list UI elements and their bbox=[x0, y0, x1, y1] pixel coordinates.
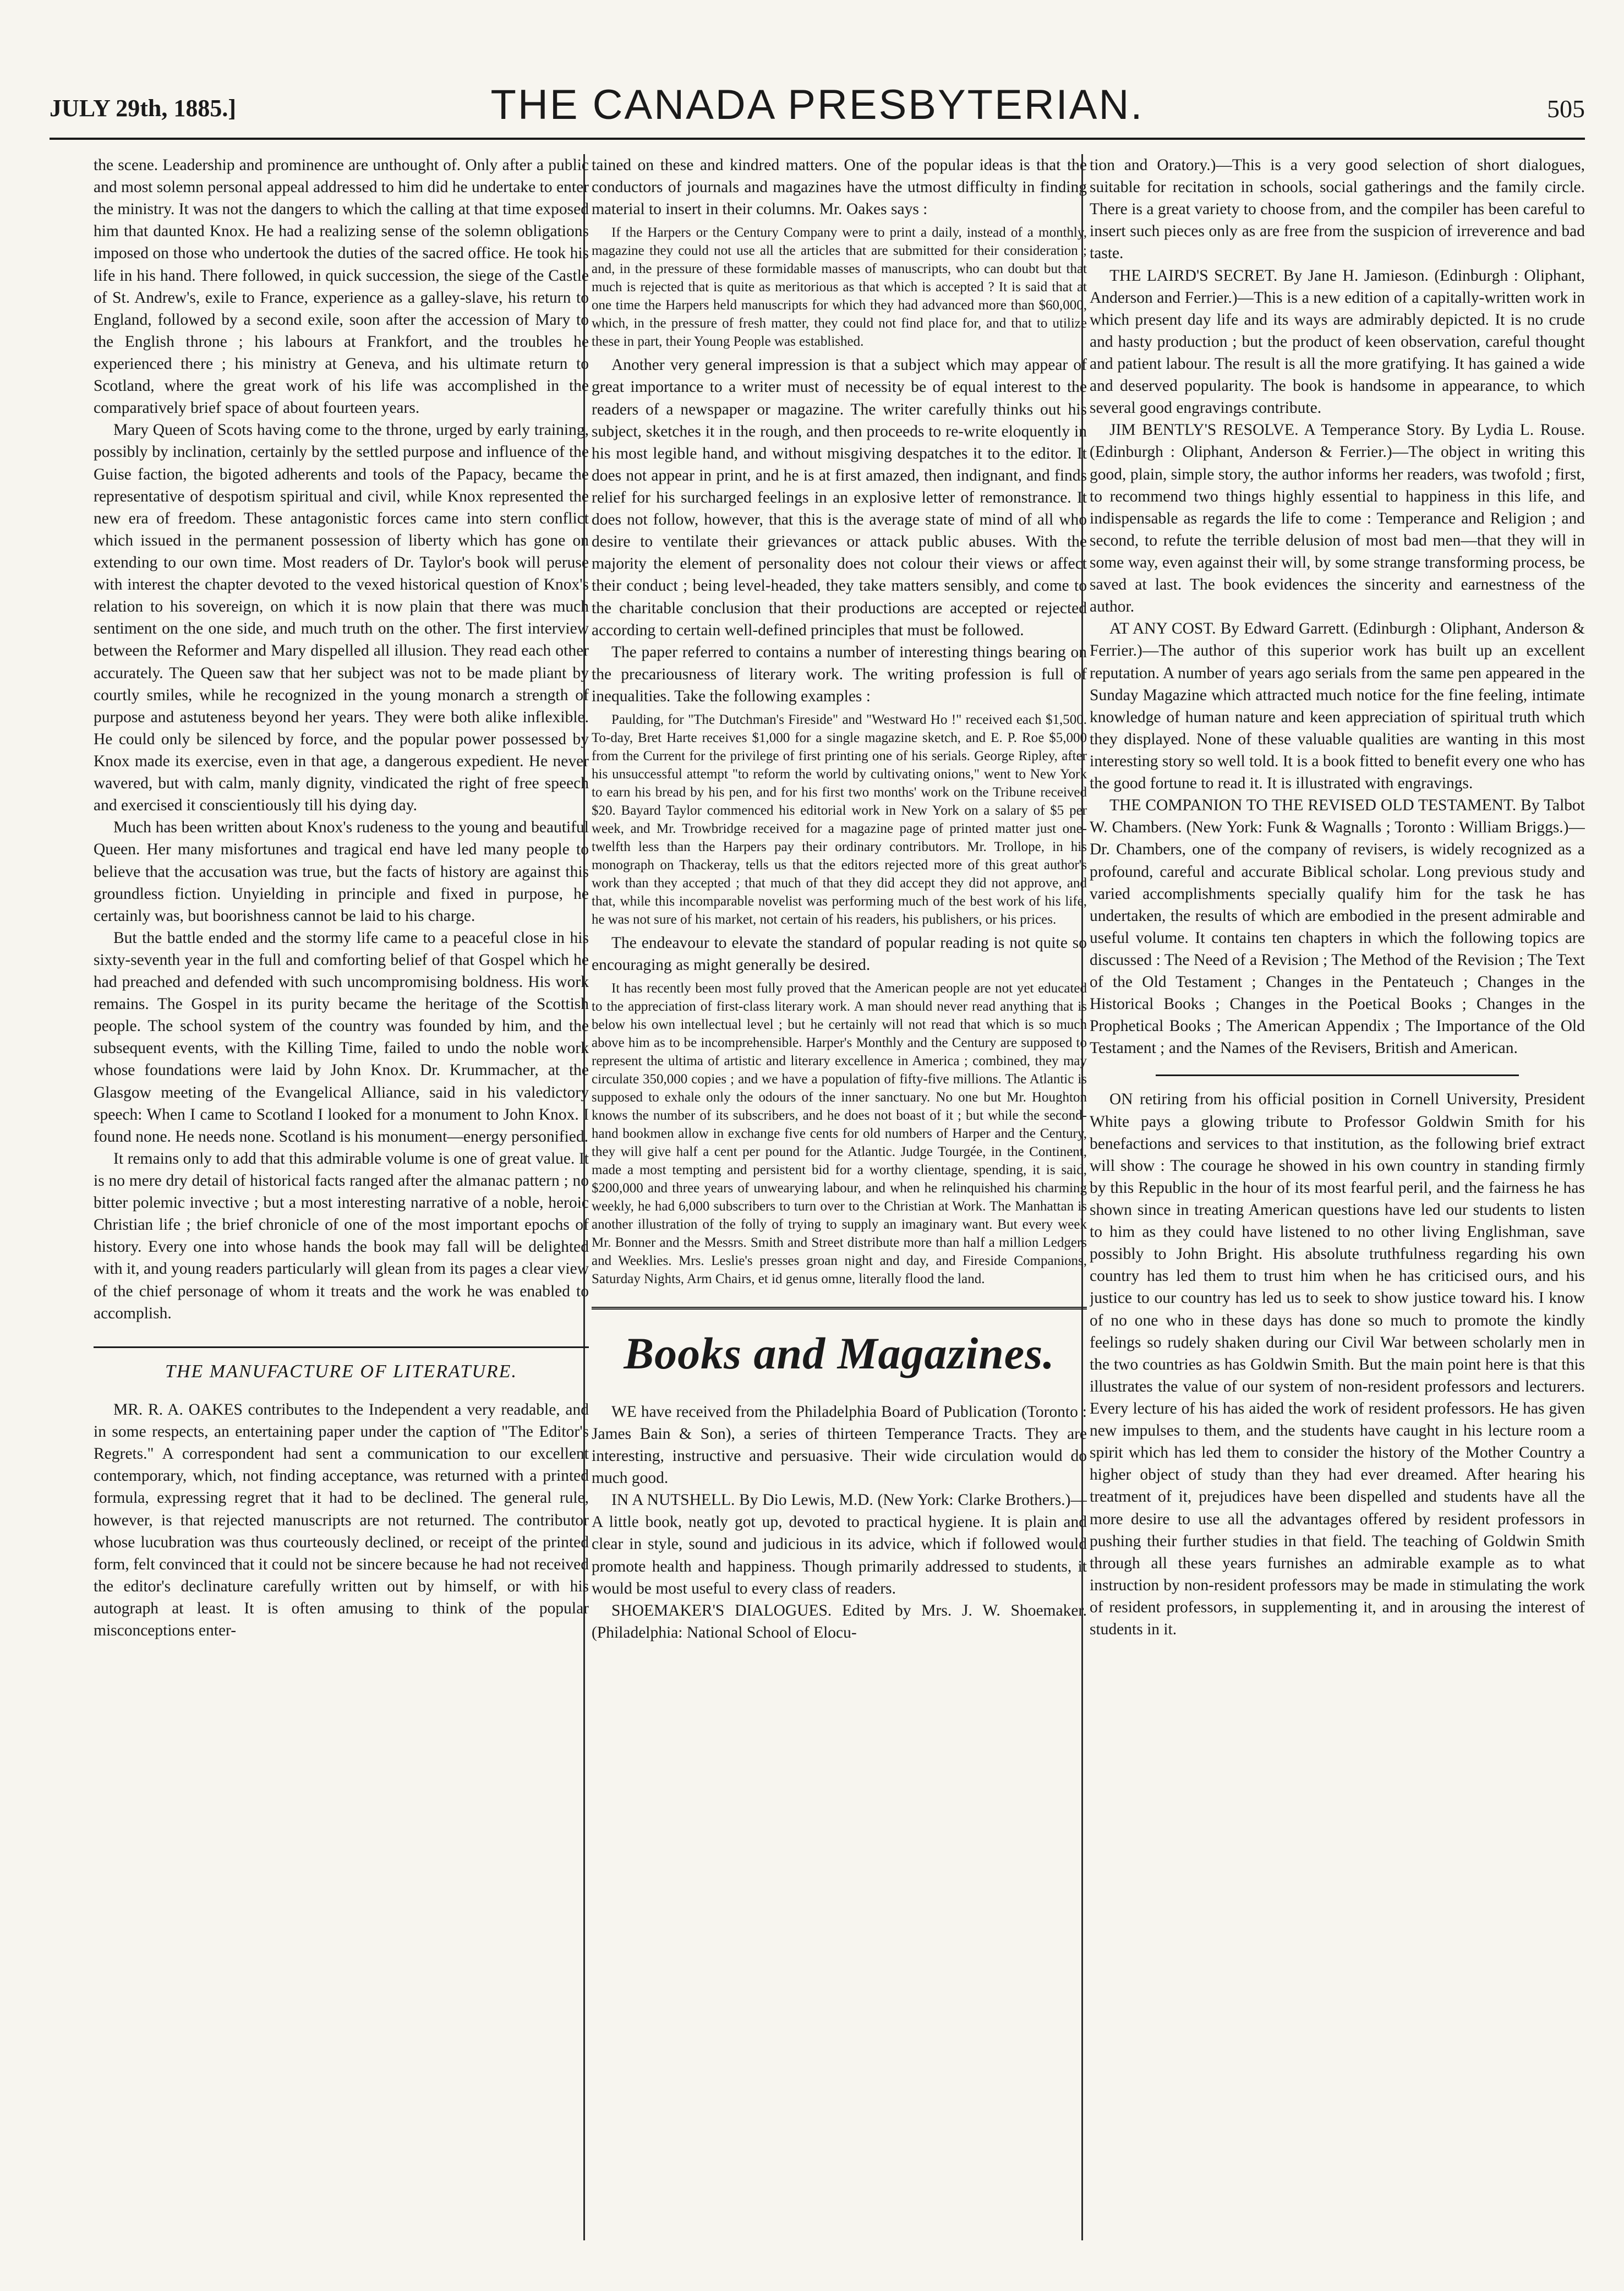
review-entry: THE LAIRD'S SECRET. By Jane H. Jamieson. (Edinburgh : Oliphant, Anderson and Ferrier.)—This is a new edition of a capitally-written work in which present day life and its ways are admirably depicted. It is no crude and hasty production ; but the product of keen observation, careful thought and patient labour. The result is all the more gratifying. It has gained a wide and deserved popularity. The book is handsome in appearance, to which several good engravings contribute. bbox=[1090, 266, 1585, 417]
page-number: 505 bbox=[1547, 95, 1585, 123]
paragraph: It remains only to add that this admirable volume is one of great value. It is no mere dry detail of historical facts ranged after the almanac pattern ; no bitter polemic invective ; but a most interesting narrative of a noble, heroic Christian life ; the brief chronicle of one of the most important epochs of history. Every one into whose hands the book may fall will be delighted with it, and young readers particularly will glean from its pages a clear view of the chief personage of whom it treats and the work he was enabled to accomplish. bbox=[94, 1149, 589, 1322]
review-entry: JIM BENTLY'S RESOLVE. A Temperance Story. By Lydia L. Rouse. (Edinburgh : Oliphant, Anderson & Ferrier.)—The object in writing this good, plain, simple story, the author informs her readers, was twofold ; first, to recommend two things highly essential to happiness in this life, and indispensable as regards the life to come : Temperance and Religion ; and second, to refute the terrible delusion of most bad men—that they will in some way, even against their will, by some strange transforming process, be saved at last. The book evidences the sincerity and earnestness of the author. bbox=[1090, 421, 1585, 616]
paragraph: ON retiring from his official position in Cornell University, President White pays a glowing tribute to Professor Goldwin Smith for his benefactions and services to that institution, as the following brief extract will show : The courage he showed in his own country in standing firmly by this Republic in the hour of its most fearful peril, and the fairness he has shown since in treating American questions have led our students to listen to him as they could have listened to no other living Englishman, save possibly to John Bright. His absolute truthfulness regarding his own country has led them to trust him when he has criticised ours, and his justice to our country has led us to seek to show justice toward his. I know of no one who in these days has done so much to promote the kindly feelings so rudely shaken during our Civil War between scholarly men in the two countries as has Goldwin Smith. But the main point here is that this illustrates the value of our system of non-resident professors and lecturers. Every lecture of his has aided the work of resident professors. He has given new impulses to them, and the students have caught in his lecture room a spirit which has led them to consider the history of the Mother Country a higher object of study than they had ever dreamed. After hearing his treatment of it, prejudices have been dispelled and students have all the more desire to use all the advantages offered by resident professors in pushing their further studies in that field. The teaching of Goldwin Smith through all these years furnishes an admirable example as to what instruction by non-resident professors may be made in stimulating the work of resident professors, in supplementing it, and in arousing the interest of students in it. bbox=[1090, 1090, 1585, 1639]
review-entry: tion and Oratory.)—This is a very good selection of short dialogues, suitable for recitation in schools, social gatherings and the family circle. There is a great variety to choose from, and the compiler has been careful to insert such pieces only as are free from the suspicion of irreverence and bad taste. bbox=[1090, 156, 1585, 263]
divider bbox=[1156, 1074, 1519, 1076]
review-entry: AT ANY COST. By Edward Garrett. (Edinburgh : Oliphant, Anderson & Ferrier.)—The author of this superior work has built up an excellent reputation. A number of years ago serials from the same pen appeared in the Sunday Magazine which attracted much notice for the fine feeling, intimate knowledge of human nature and keen appreciation of spiritual truth which they displayed. None of these valuable qualities are wanting in this most interesting story so well told. It is a book fitted to benefit every one who has the good fortune to read it. It is illustrated with engravings. bbox=[1090, 620, 1585, 793]
review-entry: WE have received from the Philadelphia Board of Publication (Toronto : James Bain & Son), a series of thirteen Temperance Tracts. They are interesting, instructive and persuasive. Their wide circulation would do much good. bbox=[592, 1403, 1087, 1487]
masthead bbox=[50, 72, 1585, 140]
paragraph: The endeavour to elevate the standard of popular reading is not quite so encouraging as might generally be desired. bbox=[592, 934, 1087, 974]
section-heading-manufacture: THE MANUFACTURE OF LITERATURE. bbox=[94, 1346, 589, 1384]
review-entry: IN A NUTSHELL. By Dio Lewis, M.D. (New York: Clarke Brothers.)—A little book, neatly got up, devoted to practical hygiene. It is plain and clear in style, sound and judicious in its advice, which if followed would promote health and happiness. Though primarily addressed to students, it would be most useful to every class of readers. bbox=[592, 1491, 1087, 1597]
quoted-extract: If the Harpers or the Century Company were to print a daily, instead of a monthly, magazine they could not use all the articles that are submitted for their consideration ; and, in the pressure of these formidable masses of manuscripts, who can doubt but that much is rejected that is quite as meritorious as that which is accepted ? It is said that at one time the Harpers held manuscripts for which they had advanced more than $60,000, which, in the pressure of fresh matter, they could not find place for, and that to utilize these in part, their Young People was established. bbox=[592, 225, 1087, 350]
section-heading-books: Books and Magazines. bbox=[592, 1307, 1087, 1384]
paragraph: Much has been written about Knox's rudeness to the young and beautiful Queen. Her many misfortunes and tragical end have led many people to believe that the accusation was true, but the facts of history are against this groundless fiction. Unyielding in principle and fixed in purpose, he certainly was, but boorishness cannot be laid to his charge. bbox=[94, 819, 589, 925]
review-entry: SHOEMAKER'S DIALOGUES. Edited by Mrs. J. W. Shoemaker. (Philadelphia: National School of Elocu- bbox=[592, 1601, 1087, 1641]
paragraph: But the battle ended and the stormy life came to a peaceful close in his sixty-seventh year in the full and comforting belief of that Gospel which he had preached and defended with such uncompromising boldness. His work remains. The Gospel in its purity became the heritage of the Scottish people. The school system of the country was founded by him, and the subsequent events, with the Killing Time, failed to undo the noble work whose foundations were laid by John Knox. Dr. Krummacher, at the Glasgow meeting of the Evangelical Alliance, said in his valedictory speech: When I came to Scotland I looked for a monument to John Knox. I found none. He needs none. Scotland is his monument—energy personified. bbox=[94, 929, 589, 1146]
column-1 bbox=[94, 154, 589, 2257]
issue-date: JULY 29th, 1885.] bbox=[50, 95, 237, 122]
paragraph: the scene. Leadership and prominence are unthought of. Only after a public and most solemn personal appeal addressed to him did he undertake to enter the ministry. It was not the dangers to which the calling at that time exposed him that daunted Knox. He had a realizing sense of the solemn obligations imposed on those who undertook the duties of the sacred office. He took his life in his hand. There followed, in quick succession, the siege of the Castle of St. Andrew's, exile to France, experience as a galley-slave, his return to England, followed by a second exile, soon after the accession of Mary to the English throne ; his labours at Frankfort, and the troubles he experienced there ; his ministry at Geneva, and his ultimate return to Scotland, where the great work of his life was accomplished in the comparatively brief space of about fourteen years. bbox=[94, 156, 589, 417]
paragraph: tained on these and kindred matters. One of the popular ideas is that the conductors of journals and magazines have the utmost difficulty in finding material to insert in their columns. Mr. Oakes says : bbox=[592, 156, 1087, 219]
paragraph: MR. R. A. OAKES contributes to the Independent a very readable, and in some respects, an entertaining paper under the caption of "The Editor's Regrets." A correspondent had sent a communication to our excellent contemporary, which, not finding acceptance, was returned with a printed formula, expressing regret that it had to be declined. The general rule, however, is that rejected manuscripts are not returned. The contributor whose lucubration was thus courteously declined, or receipt of the printed form, felt convinced that it could not be sincere because he had not received the editor's declinature carefully written out by himself, or with his autograph at least. It is often amusing to think of the popular misconceptions enter- bbox=[94, 1401, 589, 1640]
quoted-extract: Paulding, for "The Dutchman's Fireside" and "Westward Ho !" received each $1,500. To-day, Bret Harte receives $1,000 for a single magazine sketch, and E. P. Roe $5,000 from the Current for the privilege of first printing one of his serials. George Ripley, after his unsuccessful attempt "to reform the world by cultivating onions," went to New York to earn his bread by his pen, and for his first two months' work on the Tribune received $20. Bayard Taylor commenced his editorial work in New York on a salary of $5 per week, and Mr. Trowbridge received for a magazine page of printed matter just one-twelfth less than the Harpers pay their ordinary contributors. Mr. Trollope, in his monograph on Thackeray, tells us that the editors rejected more of this great author's work than they accepted ; that much of that they did accept they did not approve, and that, while this incomparable novelist was performing much of the best work of his life, he was not sure of his market, not certain of his readers, his publishers, or his prices. bbox=[592, 712, 1087, 928]
review-entry: THE COMPANION TO THE REVISED OLD TESTAMENT. By Talbot W. Chambers. (New York: Funk & Wagnalls ; Toronto : William Briggs.)—Dr. Chambers, one of the company of revisers, is widely recognized as a profound, careful and accurate Biblical scholar. Long previous study and varied accomplishments specially qualify him for the task he has undertaken, the results of which are embodied in the present admirable and useful volume. It contains ten chapters in which the following topics are discussed : The Need of a Revision ; The Method of the Revision ; The Text of the Old Testament ; Changes in the Pentateuch ; Changes in the Historical Books ; Changes in the Poetical Books ; Changes in the Prophetical Books ; The American Appendix ; The Importance of the Old Testament ; and the Names of the Revisers, British and American. bbox=[1090, 797, 1585, 1057]
quoted-extract: It has recently been most fully proved that the American people are not yet educated to the appreciation of first-class literary work. A man should never read anything that is below his own intellectual level ; but he certainly will not read that which is so much above him as to be incomprehensible. Harper's Monthly and the Century are supposed to represent the ultima of artistic and literary excellence in America ; combined, they may circulate 350,000 copies ; and we have a population of fifty-five millions. The Atlantic is supposed to exhale only the odours of the inner sanctuary. No one but Mr. Houghton knows the number of its subscribers, and he does not boast of it ; but while the second-hand bookmen allow in exchange five cents for old numbers of Harper and the Century, they will give half a cent per pound for the Atlantic. Judge Tourgée, in the Continent, made a most tempting and persistent bid for a worthy clientage, spending, it is said, $200,000 and three years of unwearying labour, and when he relinquished his charming weekly, he had 6,000 subscribers to turn over to the Christian at Work. The Manhattan is another illustration of the folly of trying to supply an imaginary want. But every week Mr. Bonner and the Messrs. Smith and Street distribute more than half a million Ledgers and Weeklies. Mrs. Leslie's presses groan night and day, and Fireside Companions, Saturday Nights, Arm Chairs, et id genus omne, literally flood the land. bbox=[592, 981, 1087, 1287]
paragraph: Another very general impression is that a subject which may appear of great importance to a writer must of necessity be of equal interest to the readers of a newspaper or magazine. The writer carefully thinks out his subject, sketches it in the rough, and then proceeds to re-write eloquently in his most legible hand, and without misgiving despatches it to the editor. It does not appear in print, and he is at first amazed, then indignant, and finds relief for his surcharged feelings in an explosive letter of remonstrance. It does not follow, however, that this is the average state of mind of all who desire to ventilate their grievances or attack public abuses. With the majority the element of personality does not colour their views or affect their conduct ; being level-headed, they take matters sensibly, and come to the charitable conclusion that their productions are accepted or rejected according to certain well-defined principles that must be followed. bbox=[592, 356, 1087, 639]
paragraph: Mary Queen of Scots having come to the throne, urged by early training, possibly by inclination, certainly by the settled purpose and influence of the Guise faction, the bigoted adherents and tools of the Papacy, became the representative of despotism spiritual and civil, while Knox represented the new era of freedom. These antagonistic forces came into stern conflict which issued in the permanent possession of liberty which has gone on extending to our own time. Most readers of Dr. Taylor's book will peruse with interest the chapter devoted to the vexed historical question of Knox's relation to his sovereign, on which it is now plain that there was much sentiment on the one side, and much truth on the other. The first interview between the Reformer and Mary dispelled all illusion. They read each other accurately. The Queen saw that her subject was not to be made pliant by courtly smiles, while he recognized in the young monarch a strength of purpose and astuteness beyond her years. They were both alike inflexible. He could only be silenced by force, and the popular power possessed by Knox made its exercise, even in that age, a dangerous expedient. He never wavered, but with calm, manly dignity, vindicated the right of free speech and exercised it conscientiously till his dying day. bbox=[94, 421, 589, 815]
column-3 bbox=[1090, 154, 1585, 2257]
paragraph: The paper referred to contains a number of interesting things bearing on the precariousness of literary work. The writing profession is full of inequalities. Take the following examples : bbox=[592, 643, 1087, 705]
newspaper-title: THE CANADA PRESBYTERIAN. bbox=[490, 81, 1144, 128]
column-2 bbox=[592, 154, 1087, 2257]
